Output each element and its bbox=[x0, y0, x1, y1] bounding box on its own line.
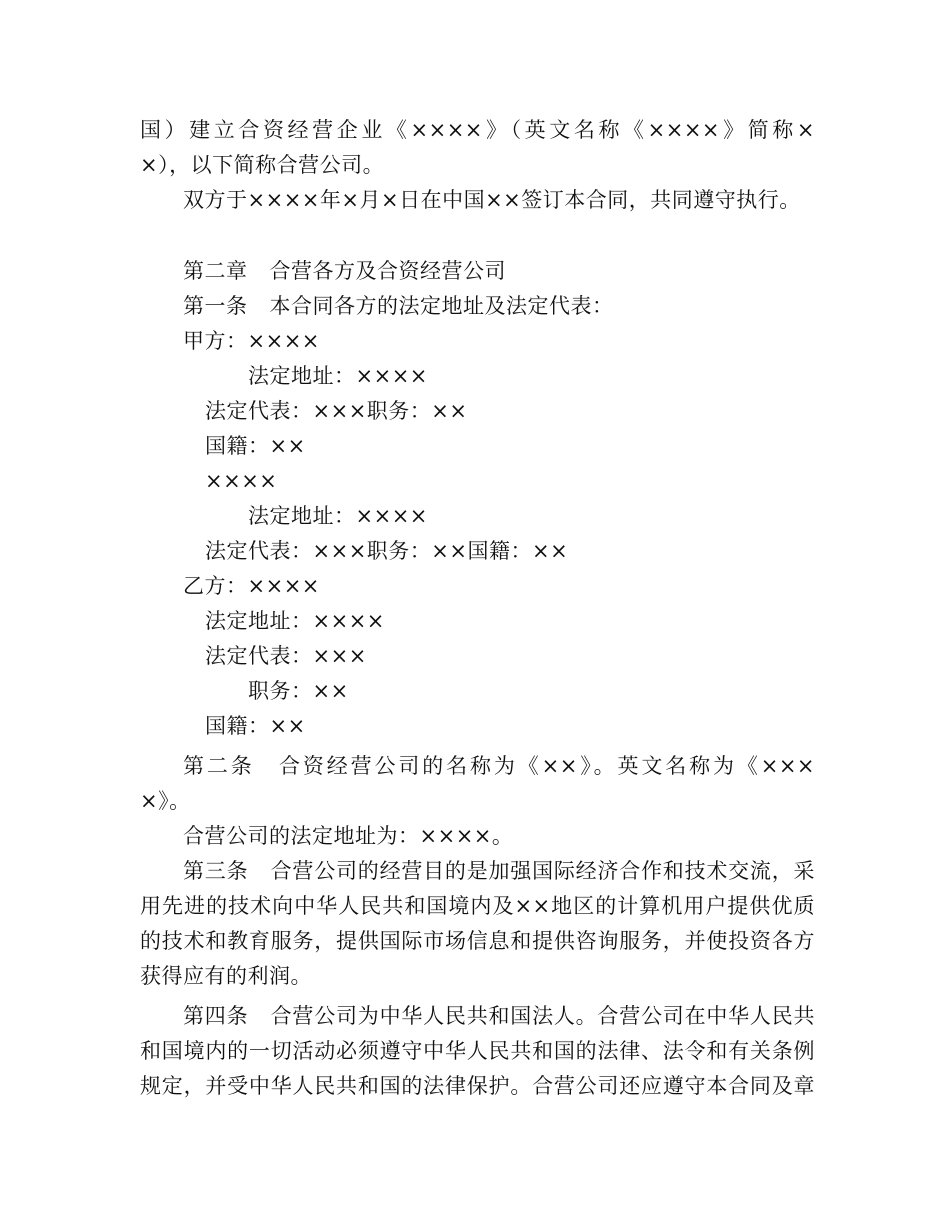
article-3-line-2: 用先进的技术向中华人民共和国境内及××地区的计算机用户提供优质 bbox=[140, 894, 815, 918]
party-b-nationality: 国籍：×× bbox=[205, 714, 306, 738]
article-2-label: 第二条 bbox=[183, 754, 255, 778]
party-b-address: 法定地址：×××× bbox=[205, 609, 385, 633]
party-a-second-entity: ×××× bbox=[205, 469, 278, 493]
chapter-title: 合营各方及合资经营公司 bbox=[269, 259, 506, 283]
article-2-text: 合资经营公司的名称为《××》。英文名称为《××× bbox=[276, 754, 816, 778]
chapter-heading bbox=[183, 257, 506, 285]
article-2-line-2: ×》。 bbox=[140, 789, 191, 813]
article-3-line-1 bbox=[183, 857, 815, 885]
article-3-line-3: 的技术和教育服务，提供国际市场信息和提供咨询服务，并使投资各方 bbox=[140, 929, 815, 953]
article-1 bbox=[183, 292, 614, 320]
party-b-name: 乙方：×××× bbox=[183, 574, 320, 598]
party-a-representative: 法定代表：×××职务：×× bbox=[205, 399, 468, 423]
intro-line-2: ×），以下简称合营公司。 bbox=[140, 153, 385, 177]
party-a-address: 法定地址：×××× bbox=[248, 364, 428, 388]
intro-line-1: 国）建立合资经营企业《××××》（英文名称《××××》简称× bbox=[140, 118, 816, 142]
party-b-representative: 法定代表：××× bbox=[205, 644, 367, 668]
signing-statement: 双方于××××年×月×日在中国××签订本合同，共同遵守执行。 bbox=[183, 188, 801, 212]
party-b-position: 职务：×× bbox=[248, 679, 349, 703]
article-4-line-2: 和国境内的一切活动必须遵守中华人民共和国的法律、法令和有关条例 bbox=[140, 1039, 815, 1063]
article-2-line-1 bbox=[183, 752, 815, 780]
chapter-label: 第二章 bbox=[183, 259, 248, 283]
article-4-line-1 bbox=[183, 1002, 815, 1030]
article-3-label: 第三条 bbox=[183, 859, 249, 883]
article-3-line-4: 获得应有的利润。 bbox=[140, 964, 312, 988]
article-4-label: 第四条 bbox=[183, 1004, 249, 1028]
company-address: 合营公司的法定地址为：××××。 bbox=[183, 824, 514, 848]
article-3-text: 合营公司的经营目的是加强国际经济合作和技术交流，采 bbox=[270, 859, 815, 883]
article-4-text: 合营公司为中华人民共和国法人。合营公司在中华人民共 bbox=[270, 1004, 815, 1028]
party-a-nationality: 国籍：×× bbox=[205, 434, 306, 458]
article-1-label: 第一条 bbox=[183, 294, 248, 318]
party-a-second-representative: 法定代表：×××职务：××国籍：×× bbox=[205, 539, 569, 563]
party-a-second-address: 法定地址：×××× bbox=[248, 504, 428, 528]
article-1-text: 本合同各方的法定地址及法定代表： bbox=[269, 294, 614, 318]
party-a-name: 甲方：×××× bbox=[183, 329, 320, 353]
article-4-line-3: 规定，并受中华人民共和国的法律保护。合营公司还应遵守本合同及章 bbox=[140, 1074, 815, 1098]
